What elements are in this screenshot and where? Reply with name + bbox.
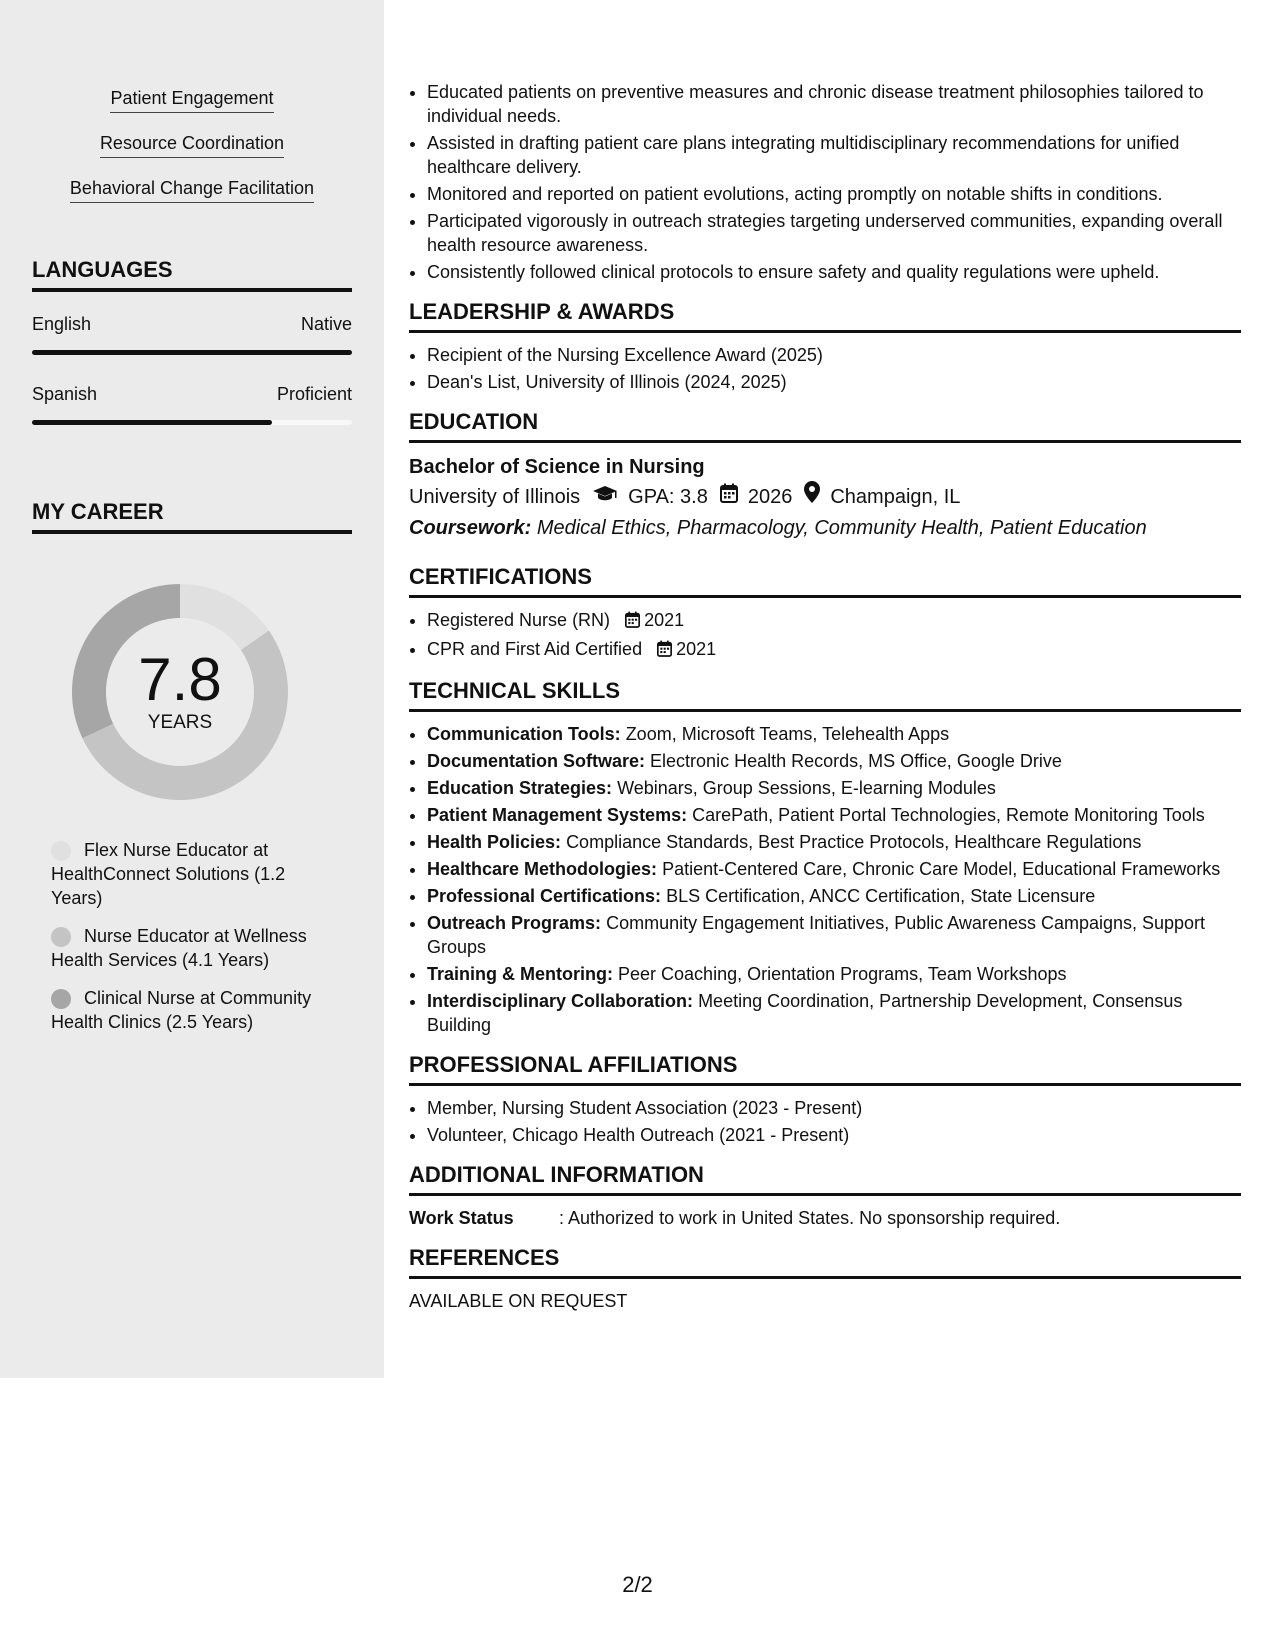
affiliations-heading: PROFESSIONAL AFFILIATIONS	[409, 1051, 1241, 1086]
skill-values: Patient-Centered Care, Chronic Care Model, Educational Frameworks	[662, 859, 1221, 879]
certification-name: Registered Nurse (RN)	[427, 610, 611, 630]
career-legend-label: Clinical Nurse at Community Health Clinics (2.5 Years)	[51, 988, 312, 1032]
experience-bullets	[409, 80, 1241, 284]
certification-name: CPR and First Aid Certified	[427, 639, 643, 659]
degree-title: Bachelor of Science in Nursing	[409, 456, 705, 478]
technical-skill-item	[427, 803, 1241, 827]
career-legend-item	[51, 838, 341, 910]
coursework-list: Medical Ethics, Pharmacology, Community Health, Patient Education	[536, 517, 1147, 539]
career-legend-item	[51, 924, 341, 972]
language-bar-fill	[32, 420, 272, 425]
career-total-unit: YEARS	[147, 712, 213, 733]
skill-category: Training & Mentoring:	[427, 964, 613, 984]
certifications-heading: CERTIFICATIONS	[409, 563, 1241, 598]
affiliation-item: • Volunteer, Chicago Health Outreach (2021 - Present)	[427, 1123, 1241, 1147]
skill-category: Communication Tools:	[427, 724, 621, 744]
coursework-label: Coursework:	[409, 517, 532, 539]
career-legend-item	[51, 986, 341, 1034]
certification-item	[427, 608, 1241, 634]
skill-category: Health Policies:	[427, 832, 562, 852]
school-name: University of Illinois	[409, 486, 581, 508]
language-name: Spanish	[32, 384, 98, 404]
experience-bullet: • Assisted in drafting patient care plans integrating multidisciplinary recommendations for unified healthcare delivery.	[427, 131, 1241, 179]
legend-dot-icon	[51, 989, 71, 1009]
skill-values: BLS Certification, ANCC Certification, State Licensure	[666, 886, 1096, 906]
work-status-value: : Authorized to work in United States. No sponsorship required.	[559, 1208, 1061, 1228]
technical-skill-item	[427, 722, 1241, 746]
map-pin-icon	[804, 481, 820, 513]
experience-bullet: • Educated patients on preventive measures and chronic disease treatment philosophies tailored to individual needs.	[427, 80, 1241, 128]
skill-values: Zoom, Microsoft Teams, Telehealth Apps	[625, 724, 950, 744]
language-bar	[32, 350, 352, 355]
work-status-label: Work Status	[409, 1208, 514, 1228]
skill-category: Education Strategies:	[427, 778, 613, 798]
career-legend	[51, 838, 341, 1048]
language-name: English	[32, 314, 92, 334]
gpa: GPA: 3.8	[628, 486, 708, 508]
experience-bullet: • Consistently followed clinical protocols to ensure safety and quality regulations were upheld.	[427, 260, 1241, 284]
certification-year: 2021	[644, 610, 685, 630]
skill-values: Community Engagement Initiatives, Public Awareness Campaigns, Support Groups	[427, 913, 1206, 957]
experience-bullet: • Participated vigorously in outreach strategies targeting underserved communities, expanding overall health resource awareness.	[427, 209, 1241, 257]
technical-skill-item	[427, 749, 1241, 773]
skill-values: Compliance Standards, Best Practice Protocols, Healthcare Regulations	[566, 832, 1142, 852]
skill-values: CarePath, Patient Portal Technologies, Remote Monitoring Tools	[692, 805, 1205, 825]
award-item: • Recipient of the Nursing Excellence Award (2025)	[427, 343, 1241, 367]
skill-values: Electronic Health Records, MS Office, Google Drive	[650, 751, 1062, 771]
language-spanish	[32, 384, 352, 432]
technical-skill-item	[427, 830, 1241, 854]
education-details	[409, 481, 1241, 513]
legend-dot-icon	[51, 927, 71, 947]
skill-category: Interdisciplinary Collaboration:	[427, 991, 694, 1011]
affiliations-list	[409, 1096, 1241, 1147]
certification-item	[427, 637, 1241, 663]
calendar-icon	[720, 481, 738, 513]
calendar-icon	[657, 639, 672, 663]
language-level: Native	[300, 314, 352, 334]
work-status-row	[409, 1206, 1241, 1230]
career-total-years: 7.8	[138, 646, 222, 713]
technical-skills-list	[409, 722, 1241, 1037]
leadership-list	[409, 343, 1241, 394]
sidebar	[0, 0, 384, 1378]
skill-values: Webinars, Group Sessions, E-learning Modules	[617, 778, 996, 798]
skill-category: Documentation Software:	[427, 751, 646, 771]
skills-list	[0, 86, 384, 221]
graduation-cap-icon	[592, 481, 618, 513]
page-number: 2/2	[622, 1572, 653, 1597]
references-heading: REFERENCES	[409, 1244, 1241, 1279]
location: Champaign, IL	[830, 486, 961, 508]
career-legend-label: Flex Nurse Educator at HealthConnect Solutions (1.2 Years)	[51, 840, 286, 908]
main-content	[409, 80, 1241, 1313]
legend-dot-icon	[51, 841, 71, 861]
skill-tag: Resource Coordination	[100, 131, 284, 158]
technical-skill-item	[427, 776, 1241, 800]
references-text: AVAILABLE ON REQUEST	[409, 1291, 628, 1311]
calendar-icon	[625, 610, 640, 634]
skill-tag: Behavioral Change Facilitation	[70, 176, 314, 203]
additional-info-heading: ADDITIONAL INFORMATION	[409, 1161, 1241, 1196]
skill-tag: Patient Engagement	[110, 86, 273, 113]
skill-category: Outreach Programs:	[427, 913, 602, 933]
affiliation-item: • Member, Nursing Student Association (2023 - Present)	[427, 1096, 1241, 1120]
graduation-year: 2026	[747, 486, 793, 508]
skill-category: Patient Management Systems:	[427, 805, 688, 825]
language-english	[32, 314, 352, 362]
technical-skill-item	[427, 989, 1241, 1037]
education-heading: EDUCATION	[409, 408, 1241, 443]
leadership-heading: LEADERSHIP & AWARDS	[409, 298, 1241, 333]
experience-bullet: • Monitored and reported on patient evolutions, acting promptly on notable shifts in conditions.	[427, 182, 1241, 206]
certifications-list	[409, 608, 1241, 663]
skill-values: Peer Coaching, Orientation Programs, Team Workshops	[618, 964, 1067, 984]
technical-skill-item	[427, 857, 1241, 881]
skill-values: Meeting Coordination, Partnership Development, Consensus Building	[427, 991, 1183, 1035]
language-bar	[32, 420, 352, 425]
skill-category: Healthcare Methodologies:	[427, 859, 658, 879]
certification-year: 2021	[676, 639, 717, 659]
language-bar-fill	[32, 350, 352, 355]
languages-heading: LANGUAGES	[32, 256, 352, 292]
career-legend-label: Nurse Educator at Wellness Health Services (4.1 Years)	[51, 926, 307, 970]
language-level: Proficient	[276, 384, 352, 404]
technical-skills-heading: TECHNICAL SKILLS	[409, 677, 1241, 712]
coursework	[409, 513, 1241, 543]
skill-category: Professional Certifications:	[427, 886, 662, 906]
career-heading: MY CAREER	[32, 498, 352, 534]
technical-skill-item	[427, 911, 1241, 959]
technical-skill-item	[427, 884, 1241, 908]
technical-skill-item	[427, 962, 1241, 986]
award-item: • Dean's List, University of Illinois (2024, 2025)	[427, 370, 1241, 394]
